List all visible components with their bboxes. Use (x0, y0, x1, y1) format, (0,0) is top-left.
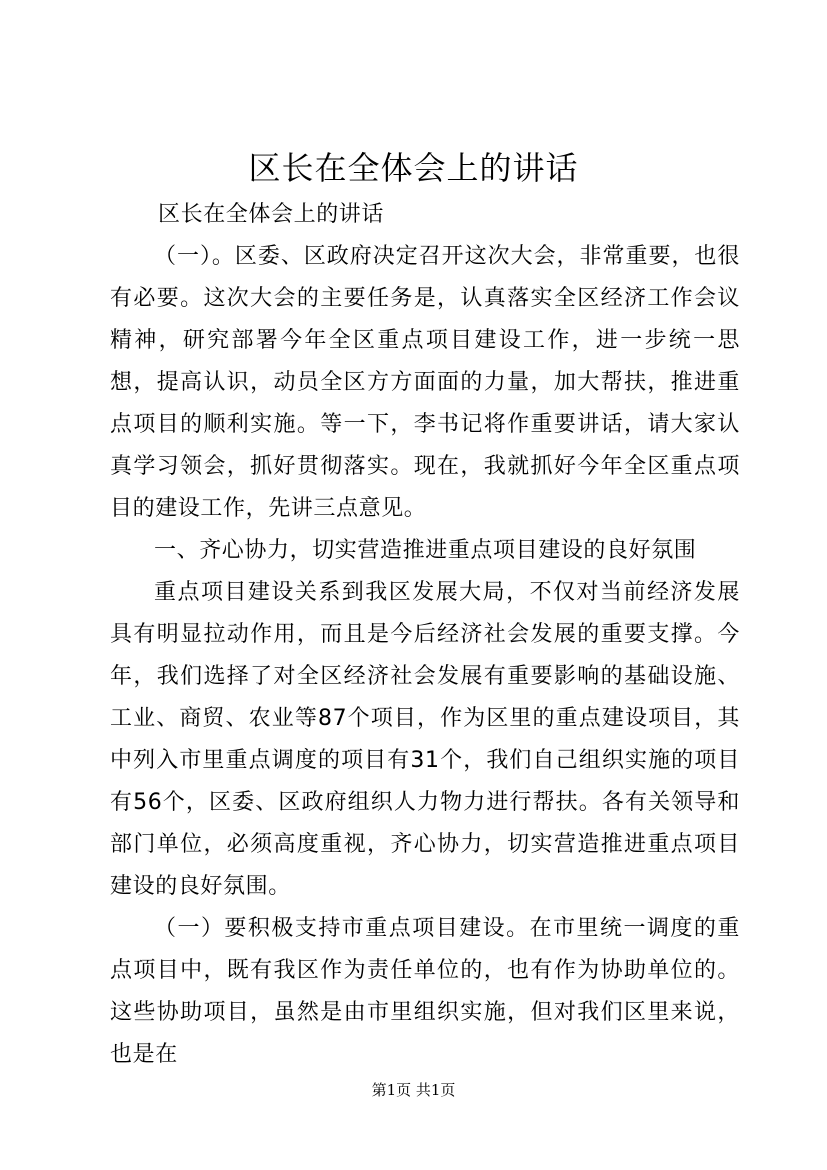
subtitle-paragraph: 区长在全体会上的讲话 (158, 202, 385, 227)
body-paragraph: 重点项目建设关系到我区发展大局，不仅对当前经济发展具有明显拉动作用，而且是今后经济社会发展的重要支撑。今年，我们选择了对全区经济社会发展有重要影响的基础设施、工业、商贸、农业等87个项目，作为区里的重点建设项目，其中列入市里重点调度的项目有31个，我们自己组织实施的项目有56个，区委、区政府组织人力物力进行帮扶。各有关领导和部门单位，必须高度重视，齐心协力，切实营造推进重点项目建设的良好氛围。 (110, 580, 740, 899)
body-paragraph: （一）要积极支持市重点项目建设。在市里统一调度的重点项目中，既有我区作为责任单位的，也有作为协助单位的。这些协助项目，虽然是由市里组织实施，但对我们区里来说，也是在 (110, 916, 740, 1067)
document-title: 区长在全体会上的讲话 (248, 149, 579, 187)
section-heading: 一、齐心协力，切实营造推进重点项目建设的良好氛围 (154, 538, 697, 563)
intro-paragraph: （一）。区委、区政府决定召开这次大会，非常重要，也很有必要。这次大会的主要任务是，认真落实全区经济工作会议精神，研究部署今年全区重点项目建设工作，进一步统一思想，提高认识，动员全区方方面面的力量，加大帮扶，推进重点项目的顺利实施。等一下，李书记将作重要讲话，请大家认真学习领会，抓好贯彻落实。现在，我就抓好今年全区重点项目的建设工作，先讲三点意见。 (110, 244, 740, 521)
document-body (110, 194, 740, 1076)
page-footer: 第1页 共1页 (371, 1081, 456, 1099)
